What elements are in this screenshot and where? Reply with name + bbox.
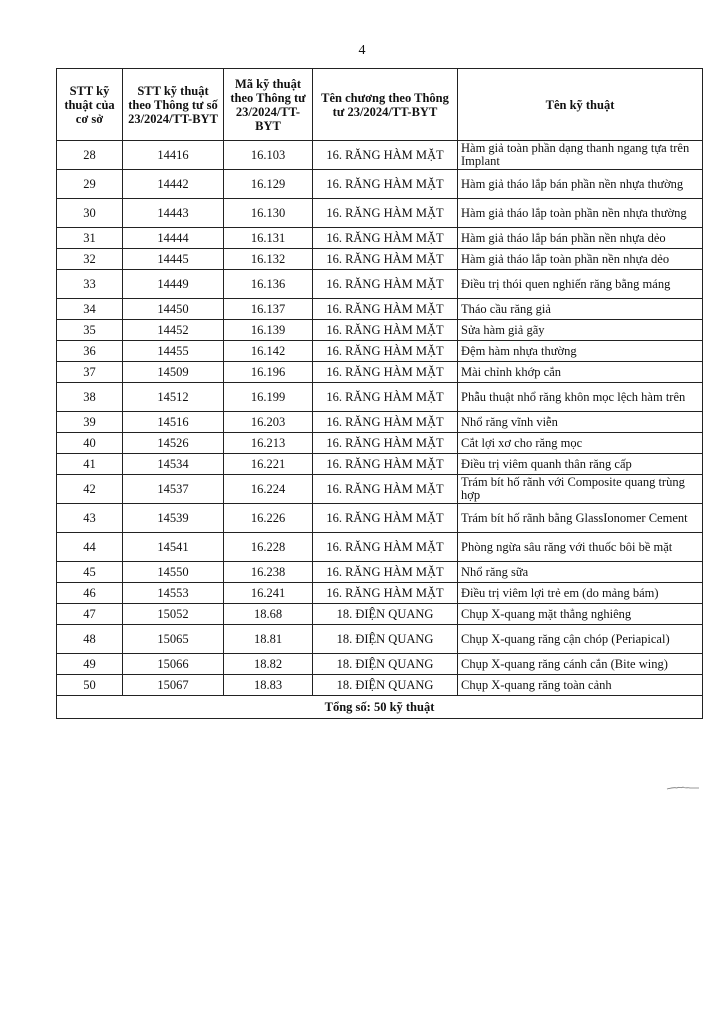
table-row — [57, 412, 703, 433]
cell-ma-ky-thuat: 16.196 — [224, 362, 313, 383]
cell-stt-co-so: 29 — [57, 170, 123, 199]
cell-ten-chuong: 16. RĂNG HÀM MẶT — [313, 249, 458, 270]
cell-stt-thong-tu: 14445 — [123, 249, 224, 270]
cell-ten-chuong: 18. ĐIỆN QUANG — [313, 604, 458, 625]
cell-ten-chuong: 16. RĂNG HÀM MẶT — [313, 383, 458, 412]
cell-ten-ky-thuat: Tháo cầu răng giả — [458, 299, 703, 320]
cell-stt-thong-tu: 14416 — [123, 141, 224, 170]
cell-ten-ky-thuat: Hàm giả tháo lắp bán phần nền nhựa dẻo — [458, 228, 703, 249]
cell-ten-ky-thuat: Phẫu thuật nhổ răng khôn mọc lệch hàm trên — [458, 383, 703, 412]
table-row — [57, 362, 703, 383]
cell-ten-ky-thuat: Sửa hàm giả gãy — [458, 320, 703, 341]
table-row — [57, 583, 703, 604]
table-row — [57, 341, 703, 362]
cell-ten-chuong: 18. ĐIỆN QUANG — [313, 675, 458, 696]
cell-stt-co-so: 42 — [57, 475, 123, 504]
cell-stt-thong-tu: 14449 — [123, 270, 224, 299]
cell-ten-chuong: 16. RĂNG HÀM MẶT — [313, 141, 458, 170]
cell-ten-ky-thuat: Trám bít hố rãnh bằng GlassIonomer Cement — [458, 504, 703, 533]
cell-ten-ky-thuat: Chụp X-quang răng toàn cảnh — [458, 675, 703, 696]
table-row — [57, 654, 703, 675]
cell-stt-thong-tu: 14450 — [123, 299, 224, 320]
cell-ten-chuong: 16. RĂNG HÀM MẶT — [313, 433, 458, 454]
cell-stt-thong-tu: 14534 — [123, 454, 224, 475]
cell-ma-ky-thuat: 16.129 — [224, 170, 313, 199]
cell-stt-thong-tu: 14443 — [123, 199, 224, 228]
cell-ma-ky-thuat: 16.103 — [224, 141, 313, 170]
cell-stt-thong-tu: 14553 — [123, 583, 224, 604]
cell-stt-co-so: 32 — [57, 249, 123, 270]
cell-ma-ky-thuat: 16.238 — [224, 562, 313, 583]
total-row — [57, 696, 703, 719]
cell-ten-chuong: 16. RĂNG HÀM MẶT — [313, 199, 458, 228]
cell-stt-thong-tu: 14512 — [123, 383, 224, 412]
cell-stt-co-so: 50 — [57, 675, 123, 696]
cell-stt-thong-tu: 15065 — [123, 625, 224, 654]
cell-ten-chuong: 16. RĂNG HÀM MẶT — [313, 170, 458, 199]
cell-ma-ky-thuat: 16.241 — [224, 583, 313, 604]
cell-ma-ky-thuat: 18.81 — [224, 625, 313, 654]
table-row — [57, 504, 703, 533]
header-stt-thong-tu: STT kỹ thuật theo Thông tư số 23/2024/TT-BYT — [123, 69, 224, 141]
page-number: 4 — [358, 43, 366, 58]
cell-stt-co-so: 37 — [57, 362, 123, 383]
cell-ten-ky-thuat: Hàm giả tháo lắp toàn phần nền nhựa dẻo — [458, 249, 703, 270]
cell-stt-co-so: 36 — [57, 341, 123, 362]
table-row — [57, 562, 703, 583]
table-row — [57, 299, 703, 320]
cell-ten-ky-thuat: Trám bít hố rãnh với Composite quang trùng hợp — [458, 475, 703, 504]
cell-stt-co-so: 31 — [57, 228, 123, 249]
cell-ten-chuong: 16. RĂNG HÀM MẶT — [313, 583, 458, 604]
cell-stt-co-so: 44 — [57, 533, 123, 562]
cell-ten-ky-thuat: Điều trị viêm quanh thân răng cấp — [458, 454, 703, 475]
cell-stt-thong-tu: 14541 — [123, 533, 224, 562]
cell-ma-ky-thuat: 16.203 — [224, 412, 313, 433]
cell-ma-ky-thuat: 16.142 — [224, 341, 313, 362]
cell-ten-ky-thuat: Cắt lợi xơ cho răng mọc — [458, 433, 703, 454]
cell-stt-thong-tu: 14442 — [123, 170, 224, 199]
initials-signature — [666, 782, 700, 792]
cell-ten-ky-thuat: Hàm giả toàn phần dạng thanh ngang tựa trên Implant — [458, 141, 703, 170]
table-row — [57, 475, 703, 504]
cell-stt-co-so: 43 — [57, 504, 123, 533]
cell-ma-ky-thuat: 18.83 — [224, 675, 313, 696]
cell-ten-ky-thuat: Chụp X-quang mặt thẳng nghiêng — [458, 604, 703, 625]
cell-ten-ky-thuat: Chụp X-quang răng cận chóp (Periapical) — [458, 625, 703, 654]
table-row — [57, 141, 703, 170]
cell-stt-co-so: 39 — [57, 412, 123, 433]
cell-ten-chuong: 16. RĂNG HÀM MẶT — [313, 475, 458, 504]
cell-ten-ky-thuat: Nhổ răng sữa — [458, 562, 703, 583]
cell-ma-ky-thuat: 16.130 — [224, 199, 313, 228]
cell-ma-ky-thuat: 16.139 — [224, 320, 313, 341]
cell-ten-ky-thuat: Điều trị thói quen nghiến răng bằng máng — [458, 270, 703, 299]
cell-stt-co-so: 34 — [57, 299, 123, 320]
table-row — [57, 320, 703, 341]
cell-ten-chuong: 16. RĂNG HÀM MẶT — [313, 454, 458, 475]
cell-ma-ky-thuat: 18.68 — [224, 604, 313, 625]
cell-ten-chuong: 18. ĐIỆN QUANG — [313, 625, 458, 654]
table-row — [57, 249, 703, 270]
cell-stt-co-so: 47 — [57, 604, 123, 625]
cell-stt-thong-tu: 15067 — [123, 675, 224, 696]
table-row — [57, 199, 703, 228]
cell-stt-co-so: 35 — [57, 320, 123, 341]
cell-stt-co-so: 30 — [57, 199, 123, 228]
cell-ten-chuong: 16. RĂNG HÀM MẶT — [313, 270, 458, 299]
cell-stt-thong-tu: 14539 — [123, 504, 224, 533]
header-ten-ky-thuat: Tên kỹ thuật — [458, 69, 703, 141]
cell-stt-thong-tu: 14509 — [123, 362, 224, 383]
cell-stt-co-so: 33 — [57, 270, 123, 299]
cell-stt-thong-tu: 15052 — [123, 604, 224, 625]
table-row — [57, 383, 703, 412]
cell-ten-ky-thuat: Hàm giả tháo lắp bán phần nền nhựa thường — [458, 170, 703, 199]
header-stt-co-so: STT kỹ thuật của cơ sở — [57, 69, 123, 141]
total-label: Tổng số: 50 kỹ thuật — [57, 696, 703, 719]
cell-ten-ky-thuat: Phòng ngừa sâu răng với thuốc bôi bề mặt — [458, 533, 703, 562]
table-row — [57, 170, 703, 199]
cell-ma-ky-thuat: 16.131 — [224, 228, 313, 249]
cell-stt-thong-tu: 14516 — [123, 412, 224, 433]
cell-ten-chuong: 16. RĂNG HÀM MẶT — [313, 228, 458, 249]
table-body — [57, 141, 703, 696]
cell-ten-ky-thuat: Mài chỉnh khớp cắn — [458, 362, 703, 383]
cell-ma-ky-thuat: 16.213 — [224, 433, 313, 454]
table-header-row — [57, 69, 703, 141]
cell-stt-thong-tu: 15066 — [123, 654, 224, 675]
table-row — [57, 675, 703, 696]
cell-ten-chuong: 16. RĂNG HÀM MẶT — [313, 562, 458, 583]
cell-ma-ky-thuat: 18.82 — [224, 654, 313, 675]
cell-stt-thong-tu: 14455 — [123, 341, 224, 362]
cell-stt-co-so: 40 — [57, 433, 123, 454]
cell-ten-chuong: 16. RĂNG HÀM MẶT — [313, 412, 458, 433]
cell-stt-thong-tu: 14526 — [123, 433, 224, 454]
cell-stt-co-so: 41 — [57, 454, 123, 475]
table-row — [57, 625, 703, 654]
cell-stt-thong-tu: 14537 — [123, 475, 224, 504]
table-row — [57, 533, 703, 562]
cell-ten-chuong: 18. ĐIỆN QUANG — [313, 654, 458, 675]
cell-ten-chuong: 16. RĂNG HÀM MẶT — [313, 504, 458, 533]
cell-ten-chuong: 16. RĂNG HÀM MẶT — [313, 341, 458, 362]
cell-ma-ky-thuat: 16.224 — [224, 475, 313, 504]
cell-stt-thong-tu: 14452 — [123, 320, 224, 341]
cell-ten-ky-thuat: Đệm hàm nhựa thường — [458, 341, 703, 362]
cell-stt-thong-tu: 14444 — [123, 228, 224, 249]
cell-stt-co-so: 45 — [57, 562, 123, 583]
cell-stt-co-so: 48 — [57, 625, 123, 654]
table-row — [57, 433, 703, 454]
header-ten-chuong: Tên chương theo Thông tư 23/2024/TT-BYT — [313, 69, 458, 141]
cell-ma-ky-thuat: 16.137 — [224, 299, 313, 320]
cell-ten-ky-thuat: Nhổ răng vĩnh viễn — [458, 412, 703, 433]
cell-ten-chuong: 16. RĂNG HÀM MẶT — [313, 533, 458, 562]
cell-ma-ky-thuat: 16.228 — [224, 533, 313, 562]
cell-stt-co-so: 46 — [57, 583, 123, 604]
table-row — [57, 270, 703, 299]
cell-ten-chuong: 16. RĂNG HÀM MẶT — [313, 320, 458, 341]
cell-ten-ky-thuat: Điều trị viêm lợi trẻ em (do mảng bám) — [458, 583, 703, 604]
cell-ma-ky-thuat: 16.132 — [224, 249, 313, 270]
cell-ma-ky-thuat: 16.199 — [224, 383, 313, 412]
cell-ma-ky-thuat: 16.136 — [224, 270, 313, 299]
cell-stt-co-so: 28 — [57, 141, 123, 170]
table-row — [57, 604, 703, 625]
cell-ten-ky-thuat: Hàm giả tháo lắp toàn phần nền nhựa thường — [458, 199, 703, 228]
cell-ten-ky-thuat: Chụp X-quang răng cánh cắn (Bite wing) — [458, 654, 703, 675]
cell-stt-co-so: 38 — [57, 383, 123, 412]
cell-stt-thong-tu: 14550 — [123, 562, 224, 583]
header-ma-ky-thuat: Mã kỹ thuật theo Thông tư 23/2024/TT-BYT — [224, 69, 313, 141]
cell-ten-chuong: 16. RĂNG HÀM MẶT — [313, 299, 458, 320]
table-row — [57, 228, 703, 249]
table-row — [57, 454, 703, 475]
cell-ma-ky-thuat: 16.226 — [224, 504, 313, 533]
cell-ma-ky-thuat: 16.221 — [224, 454, 313, 475]
cell-ten-chuong: 16. RĂNG HÀM MẶT — [313, 362, 458, 383]
technique-table — [56, 68, 703, 719]
cell-stt-co-so: 49 — [57, 654, 123, 675]
